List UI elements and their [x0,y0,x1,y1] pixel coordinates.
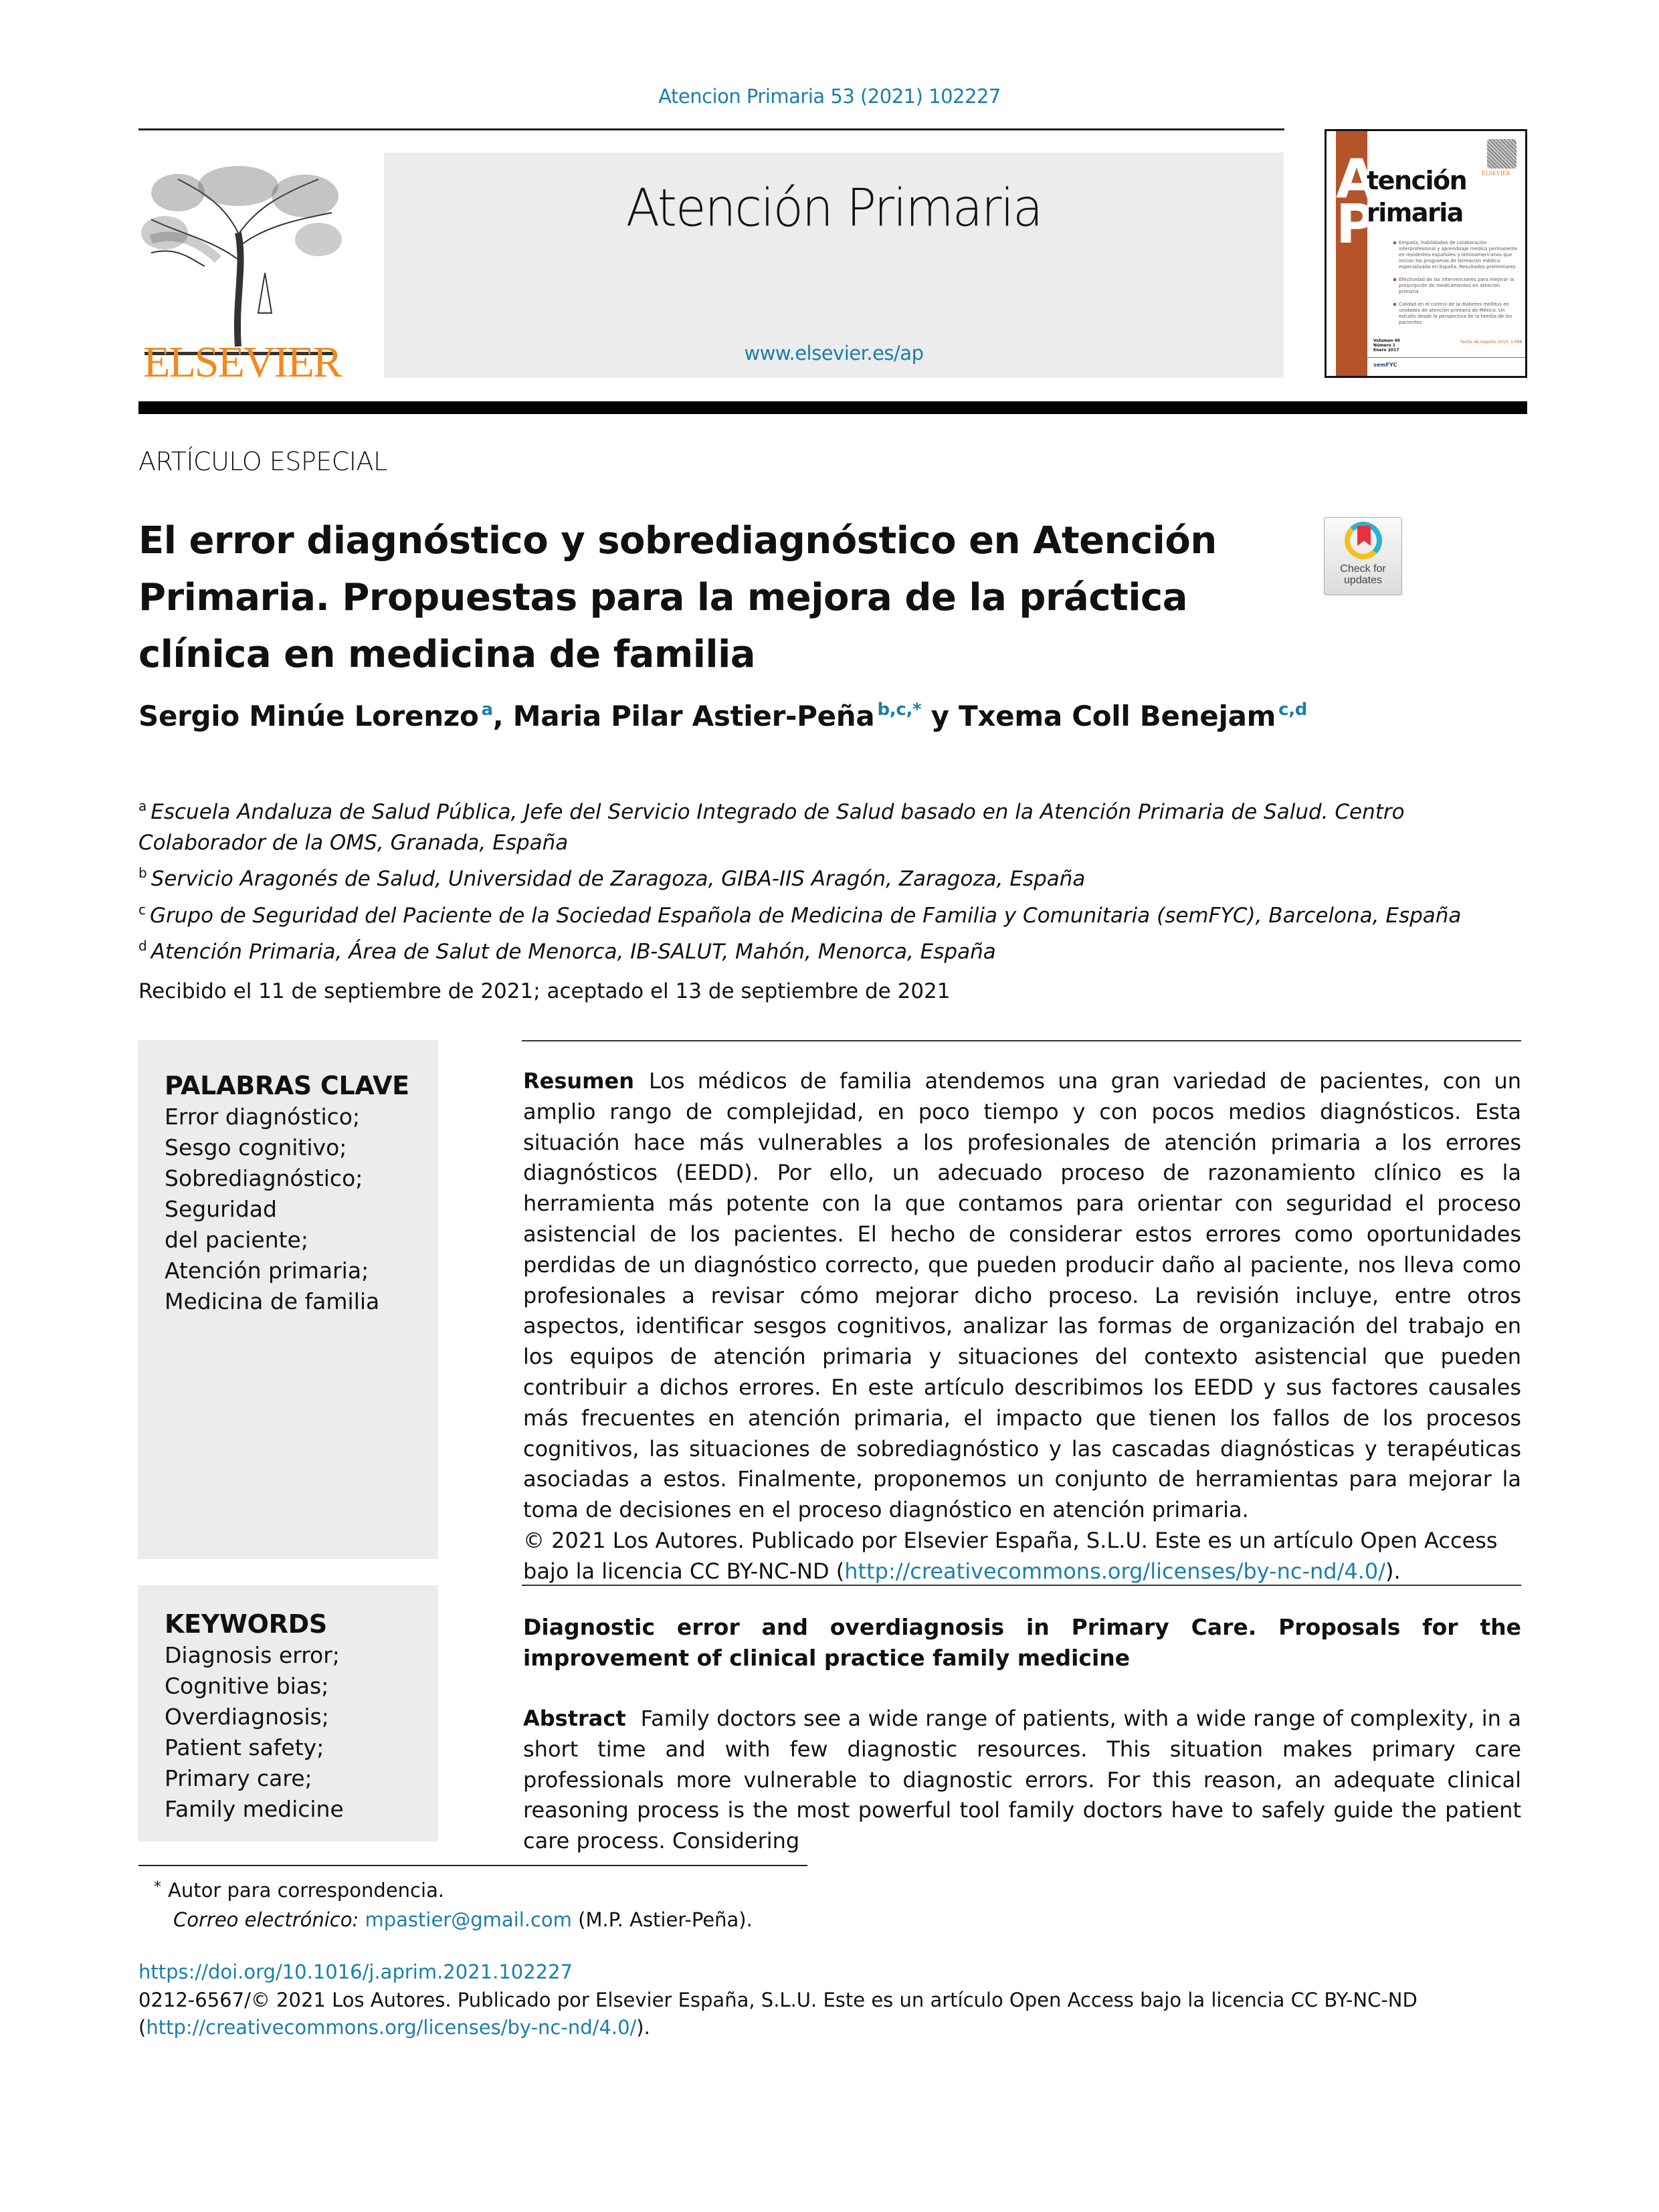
copyright-notice [523,1526,1521,1587]
abstract-text: Los médicos de familia atendemos una gran variedad de pacientes, con un amplio rango de complejidad, en poco tiempo y con pocos medios diagnósticos. Esta situación hace más vulnerables a los profesionales de atención primaria a los errores diagnósticos (EEDD). Por ello, un adecuado proceso de razonamiento clínico es la herramienta más potente con la que contamos para orientar con seguridad el proceso asistencial de los pacientes. El hecho de considerar estos errores como oportunidades perdidas de un diagnóstico correcto, que pueden producir daño al paciente, nos lleva como profesionales a revisar cómo mejorar dicho proceso. La revisión incluye, entre otros aspectos, identificar sesgos cognitivos, analizar las formas de organización del trabajo en los equipos de atención primaria y situaciones del contexto asistencial que pueden contribuir a dichos errores. En este artículo describimos los EEDD y sus factores causales más frecuentes en atención primaria, el impacto que tienen los fallos de los procesos cognitivos, las situaciones de sobrediagnóstico y las cascadas diagnósticas y terapéuticas asociadas a estos. Finalmente, proponemos un conjunto de herramientas para mejorar la toma de decisiones en el proceso diagnóstico en atención primaria. [523,1068,1521,1523]
cover-bullet: Efectividad de las intervenciones para mejorar la prescripción de medicamentos en atención primaria [1393,277,1521,295]
cover-bullet: Calidad en el control de la diabetes mellitus en unidades de atención primaria de México. Un estudio desde la perspectiva de la familia de los pacientes [1393,302,1521,326]
abstract-label: Abstract [523,1706,626,1731]
affiliation-text: Atención Primaria, Área de Salut de Menorca, IB-SALUT, Mahón, Menorca, España [151,940,996,964]
abstract-label: Resumen [523,1068,634,1094]
affiliations [138,791,1530,968]
copyright-end: ). [1385,1558,1401,1584]
email-owner: (M.P. Astier-Peña). [571,1908,753,1931]
keyword: Atención primaria; [165,1258,369,1284]
doi-link[interactable]: https://doi.org/10.1016/j.aprim.2021.102227 [138,1960,573,1983]
keyword: Family medicine [165,1796,344,1822]
keywords-box-english [138,1585,438,1841]
keyword: Primary care; [165,1765,312,1791]
keywords-list [165,1640,432,1825]
page-footer [138,1958,1523,2042]
affiliation-mark: a [138,798,147,814]
journal-url-link[interactable]: www.elsevier.es/ap [744,342,924,365]
keywords-heading: PALABRAS CLAVE [165,1071,409,1100]
cover-volume [1373,338,1400,353]
affiliation-mark: c [138,901,146,918]
keyword: Patient safety; [165,1734,324,1761]
received-accepted-dates: Recibido el 11 de septiembre de 2021; aceptado el 13 de septiembre de 2021 [138,979,951,1003]
correspondence-text: Autor para correspondencia. [168,1879,445,1902]
keywords-box-spanish [138,1040,438,1559]
check-for-updates-label [1325,563,1401,586]
author-affiliation-link[interactable]: c,d [1278,700,1308,720]
keywords-list [165,1102,432,1317]
title-line: El error diagnóstico y sobrediagnóstico en Atención [138,519,1217,563]
affiliation-text: Grupo de Seguridad del Paciente de la Sociedad Española de Medicina de Familia y Comunitaria (semFYC), Barcelona, España [150,903,1462,928]
footnote-line [154,1873,753,1905]
abstract-text: Family doctors see a wide range of patients, with a wide range of complexity, in a short time and with few diagnostic resources. This situation makes primary care professionals more vulnerable to diagnostic errors. For this reason, an adequate clinical reasoning process is the most powerful tool family doctors have to safely guide the patient care process. Considering [523,1706,1521,1854]
article-type: ARTÍCULO ESPECIAL [138,447,387,476]
affiliation-item [138,931,1530,968]
cover-publisher: ELSEVIER [1482,170,1510,177]
keyword: Medicina de familia [165,1288,380,1314]
keyword: Diagnosis error; [165,1642,340,1668]
cover-title-line1: tención [1367,166,1467,195]
author-separator: , [492,700,513,732]
title-line: Primaria. Propuestas para la mejora de la práctica [138,576,1187,619]
license-link[interactable]: http://creativecommons.org/licenses/by-nc-nd/4.0/ [844,1558,1386,1584]
journal-title: Atención Primaria [625,177,1042,239]
author-name: Txema Coll Benejam [959,700,1276,732]
title-line: clínica en medicina de familia [138,633,756,676]
asterisk-mark: * [154,1879,161,1896]
author-name: Sergio Minúe Lorenzo [138,700,479,732]
crossmark-label-line1: Check for [1340,563,1386,575]
cover-bullet: Empatía, habilidades de colaboración interprofesional y aprendizaje médico permanente en residentes españoles y latinoamericanos que inician los programas de formación médica especializada en España. Resultados preliminares [1393,240,1521,270]
cover-initial-p: P [1336,193,1375,256]
keyword: Error diagnóstico; [165,1104,361,1130]
cover-elsevier-tree-icon [1487,139,1517,169]
keyword: Cognitive bias; [165,1673,329,1699]
header-thick-bar [138,401,1527,414]
email-label: Correo electrónico: [173,1908,359,1931]
cover-initial-a: A [1336,148,1377,210]
issn-text: 0212-6567/© 2021 Los Autores. Publicado por Elsevier España, S.L.U. Este es un artículo Open Access bajo la licencia CC BY-NC-ND ( [138,1988,1418,2039]
cover-impact-factor: Factor de impacto 2015: 1.098 [1460,340,1523,344]
cover-rule [1367,357,1527,358]
keywords-heading: KEYWORDS [165,1609,327,1639]
english-title: Diagnostic error and overdiagnosis in Primary Care. Proposals for the improvement of clinical practice family medicine [523,1614,1521,1671]
keyword: Overdiagnosis; [165,1704,329,1730]
elsevier-wordmark: ELSEVIER [143,338,341,387]
email-link[interactable]: mpastier@gmail.com [365,1908,572,1931]
keyword: Seguridad del paciente; [165,1196,308,1253]
cover-date: Enero 2017 [1373,348,1399,353]
article-title [138,512,1276,683]
author-list [138,700,1307,732]
abstract-separator [522,1585,1521,1586]
journal-reference[interactable]: Atencion Primaria 53 (2021) 102227 [658,85,1001,108]
footnote-rule [138,1865,807,1866]
affiliation-item [138,858,1530,895]
journal-masthead [384,153,1284,378]
copyright-text: © 2021 Los Autores. Publicado por Elsevier España, S.L.U. Este es un artículo Open Access bajo la licencia CC BY-NC-ND ( [523,1527,1498,1584]
author-separator: y [921,700,959,732]
affiliation-mark: d [138,938,147,954]
abstract-spanish [523,1066,1521,1587]
cover-volume-number: Volumen 49 [1373,338,1400,343]
affiliation-mark: b [138,865,147,881]
abstract-separator [522,1040,1521,1041]
author-affiliation-link[interactable]: a [481,700,493,720]
author-affiliation-link[interactable]: b,c,* [877,700,922,720]
keyword: Sobrediagnóstico; [165,1165,363,1191]
cover-title-line2: rimaria [1367,198,1463,227]
footnote-line [154,1905,753,1934]
affiliation-item [138,791,1530,858]
cover-issue-number: Número 1 [1373,343,1395,348]
journal-cover-thumbnail[interactable] [1325,129,1527,378]
author-name: Maria Pilar Astier-Peña [512,700,875,732]
abstract-english [523,1704,1521,1857]
cover-bullets [1393,240,1521,332]
correspondence-footnote [154,1873,753,1934]
affiliation-item [138,895,1530,932]
license-link[interactable]: http://creativecommons.org/licenses/by-nc-nd/4.0/ [146,2016,637,2039]
cover-society-logo: semFYC [1373,362,1397,368]
license-statement [138,1987,1523,2042]
header-rule [138,128,1284,130]
crossmark-label-line2: updates [1344,575,1382,586]
check-for-updates-button[interactable] [1324,517,1402,595]
affiliation-text: Escuela Andaluza de Salud Pública, Jefe del Servicio Integrado de Salud basado en la Atención Primaria de Salud. Centro Colaborador de la OMS, Granada, España [138,800,1405,855]
keyword: Sesgo cognitivo; [165,1134,347,1161]
license-end: ). [636,2016,650,2039]
affiliation-text: Servicio Aragonés de Salud, Universidad de Zaragoza, GIBA-IIS Aragón, Zaragoza, España [151,867,1086,891]
